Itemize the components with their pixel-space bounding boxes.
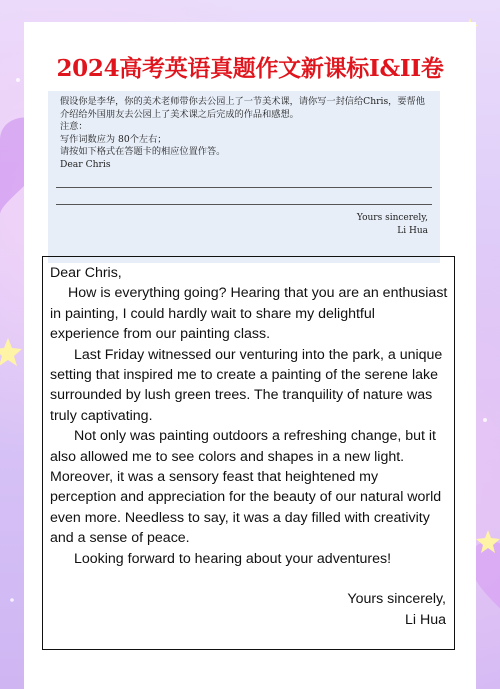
sparkle-icon: [483, 418, 487, 422]
sparkle-icon: [16, 78, 20, 82]
essay-salutation: Dear Chris,: [50, 265, 122, 281]
essay-paragraph: How is everything going? Hearing that you are an enthusiast in painting, I could hardly wait to share my delightful experience from our painting class.: [50, 285, 448, 343]
sparkle-icon: [10, 598, 14, 602]
prompt-line: 写作词数应为 80个左右；: [60, 133, 167, 145]
essay-signature: Li Hua: [404, 611, 446, 628]
essay-paragraph: Last Friday witnessed our venturing into the park, a unique setting that inspired me to create a painting of the serene lake surrounded by lush green trees. The tranquility of nature was truly captivating.: [50, 346, 443, 424]
prompt-closing: [357, 212, 428, 238]
essay-paragraph: Not only was painting outdoors a refreshing change, but it also allowed me to see colors and shapes in a new light. Moreover, it was a sensory feast that heightened my perception and appreciation for the beauty of our natural world even more. Needless to say, it was a day filled with creativity and a sense of peace.: [50, 428, 442, 547]
prompt-line: 假设你是李华，你的美术老师带你去公园上了一节美术课，请你写一封信给Chris，要帮他: [60, 96, 425, 107]
prompt-box: [48, 91, 440, 263]
prompt-line: Dear Chris: [60, 158, 111, 170]
essay-box: [42, 256, 455, 650]
page-title: 2024高考英语真题作文新课标I&II卷: [56, 55, 444, 82]
answer-line: [56, 204, 432, 205]
prompt-closing-text: Yours sincerely,: [356, 213, 428, 223]
essay-paragraph: Looking forward to hearing about your adventures!: [74, 550, 392, 567]
prompt-line: 介绍给外国朋友去公园上了美术课之后完成的作品和感想。: [60, 108, 299, 120]
prompt-signature: Li Hua: [397, 226, 428, 236]
prompt-line: 注意：: [60, 121, 88, 132]
answer-line: [56, 187, 432, 188]
essay-closing: Yours sincerely,: [347, 591, 446, 608]
document-card: [24, 22, 476, 689]
prompt-line: 请按如下格式在答题卡的相应位置作答。: [60, 146, 226, 157]
